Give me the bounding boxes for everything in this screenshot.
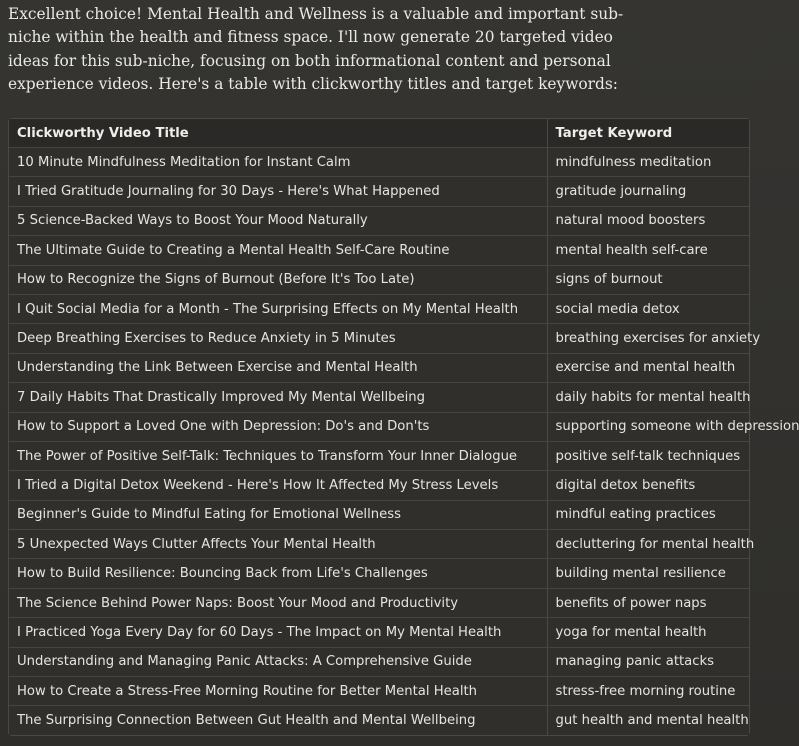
keyword-cell: positive self-talk techniques <box>547 441 749 470</box>
keyword-cell: gut health and mental health <box>547 706 749 735</box>
video-title-cell: How to Recognize the Signs of Burnout (Before It's Too Late) <box>9 265 547 294</box>
video-title-cell: Understanding and Managing Panic Attacks: A Comprehensive Guide <box>9 647 547 676</box>
video-title-cell: I Quit Social Media for a Month - The Surprising Effects on My Mental Health <box>9 294 547 323</box>
video-title-cell: Deep Breathing Exercises to Reduce Anxiety in 5 Minutes <box>9 324 547 353</box>
keyword-cell: decluttering for mental health <box>547 530 749 559</box>
video-title-cell: 5 Science-Backed Ways to Boost Your Mood Naturally <box>9 206 547 235</box>
table-row <box>9 412 749 441</box>
table-row <box>9 618 749 647</box>
column-header-title: Clickworthy Video Title <box>9 119 547 148</box>
keyword-cell: digital detox benefits <box>547 471 749 500</box>
video-title-cell: The Science Behind Power Naps: Boost Your Mood and Productivity <box>9 588 547 617</box>
keyword-cell: exercise and mental health <box>547 353 749 382</box>
table-row <box>9 530 749 559</box>
keyword-cell: daily habits for mental health <box>547 383 749 412</box>
keyword-cell: mindfulness meditation <box>547 148 749 177</box>
keyword-cell: mental health self-care <box>547 236 749 265</box>
video-title-cell: The Power of Positive Self-Talk: Techniques to Transform Your Inner Dialogue <box>9 441 547 470</box>
keyword-cell: mindful eating practices <box>547 500 749 529</box>
keyword-cell: social media detox <box>547 294 749 323</box>
keyword-cell: building mental resilience <box>547 559 749 588</box>
table-row <box>9 588 749 617</box>
table-row <box>9 647 749 676</box>
table-row <box>9 677 749 706</box>
video-title-cell: How to Support a Loved One with Depression: Do's and Don'ts <box>9 412 547 441</box>
keyword-cell: managing panic attacks <box>547 647 749 676</box>
video-title-cell: 7 Daily Habits That Drastically Improved My Mental Wellbeing <box>9 383 547 412</box>
table-row <box>9 265 749 294</box>
keyword-cell: benefits of power naps <box>547 588 749 617</box>
table-row <box>9 177 749 206</box>
video-title-cell: Beginner's Guide to Mindful Eating for Emotional Wellness <box>9 500 547 529</box>
video-title-cell: How to Create a Stress-Free Morning Routine for Better Mental Health <box>9 677 547 706</box>
keyword-cell: yoga for mental health <box>547 618 749 647</box>
video-title-cell: 10 Minute Mindfulness Meditation for Instant Calm <box>9 148 547 177</box>
video-title-cell: Understanding the Link Between Exercise and Mental Health <box>9 353 547 382</box>
video-title-cell: The Surprising Connection Between Gut Health and Mental Wellbeing <box>9 706 547 735</box>
table-row <box>9 559 749 588</box>
video-title-cell: I Practiced Yoga Every Day for 60 Days - The Impact on My Mental Health <box>9 618 547 647</box>
table-header-row <box>9 119 749 148</box>
video-title-cell: 5 Unexpected Ways Clutter Affects Your Mental Health <box>9 530 547 559</box>
table-row <box>9 441 749 470</box>
keyword-cell: breathing exercises for anxiety <box>547 324 749 353</box>
keyword-cell: supporting someone with depression <box>547 412 749 441</box>
table-row <box>9 236 749 265</box>
keyword-cell: signs of burnout <box>547 265 749 294</box>
keyword-cell: gratitude journaling <box>547 177 749 206</box>
table-row <box>9 471 749 500</box>
video-ideas-table <box>9 119 799 735</box>
table-row <box>9 353 749 382</box>
table-row <box>9 500 749 529</box>
video-title-cell: The Ultimate Guide to Creating a Mental Health Self-Care Routine <box>9 236 547 265</box>
table-row <box>9 324 749 353</box>
table-row <box>9 294 749 323</box>
table-row <box>9 706 749 735</box>
video-title-cell: How to Build Resilience: Bouncing Back from Life's Challenges <box>9 559 547 588</box>
keyword-cell: stress-free morning routine <box>547 677 749 706</box>
video-ideas-table-container[interactable] <box>8 118 799 736</box>
table-row <box>9 148 749 177</box>
video-title-cell: I Tried Gratitude Journaling for 30 Days - Here's What Happened <box>9 177 547 206</box>
table-row <box>9 206 749 235</box>
keyword-cell: natural mood boosters <box>547 206 749 235</box>
video-title-cell: I Tried a Digital Detox Weekend - Here's How It Affected My Stress Levels <box>9 471 547 500</box>
table-row <box>9 383 749 412</box>
column-header-keyword: Target Keyword <box>547 119 749 148</box>
intro-paragraph: Excellent choice! Mental Health and Wellness is a valuable and important sub-niche within the health and fitness space. I'll now generate 20 targeted video ideas for this sub-niche, focusing on both informational content and personal experience videos. Here's a table with clickworthy titles and target keywords: <box>8 5 624 94</box>
